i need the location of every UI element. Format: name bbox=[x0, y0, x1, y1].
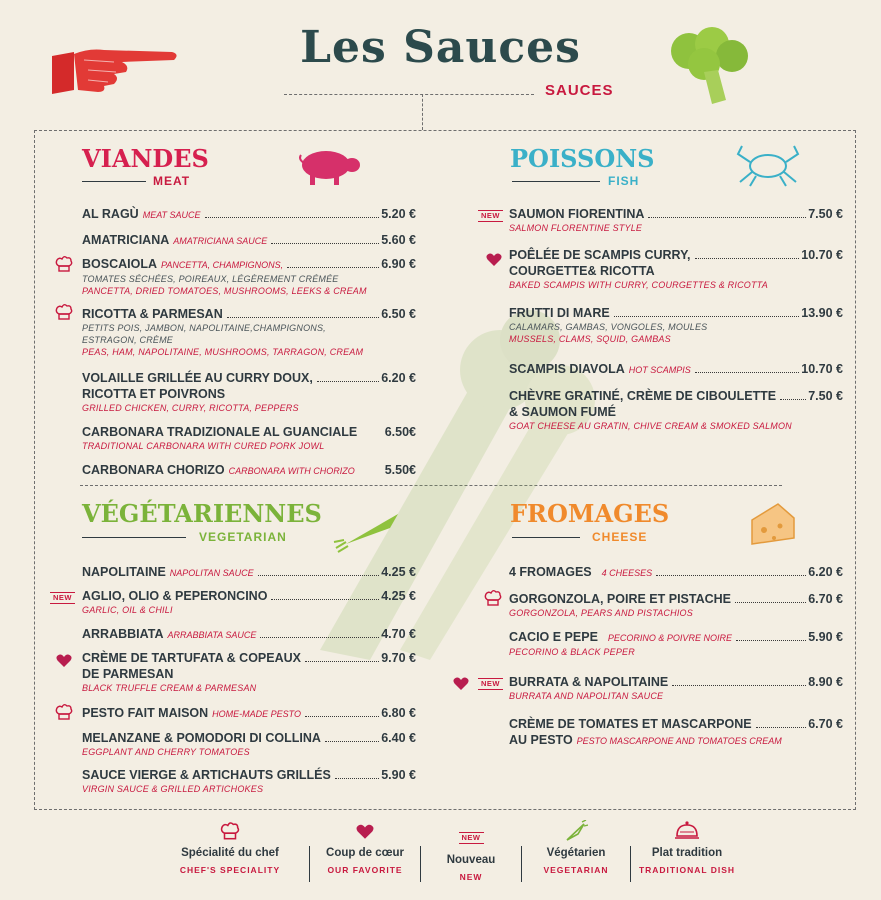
menu-item: RICOTTA & PARMESAN 6.50 € PETITS POIS, JAMBON, NAPOLITAINE,CHAMPIGNONS, ESTRAGON, CRÈME PEAS, HAM, NAPOLITAINE, MUSHROOMS, TARRAGON, CREAM bbox=[82, 307, 416, 357]
new-badge: NEW bbox=[50, 592, 75, 604]
new-badge: NEW bbox=[478, 210, 503, 222]
menu-item: CHÈVRE GRATINÉ, CRÈME DE CIBOULETTE 7.50 € & SAUMON FUMÉ GOAT CHEESE AU GRATIN, CHIVE CREAM & SMOKED SALMON bbox=[509, 389, 843, 431]
heart-icon bbox=[56, 654, 72, 668]
heart-icon bbox=[356, 824, 374, 840]
section-title-poissons: POISSONS bbox=[510, 144, 655, 173]
menu-item: BURRATA & NAPOLITAINE 8.90 € BURRATA AND NAPOLITAN SAUCE bbox=[509, 675, 843, 701]
legend-new: NEW Nouveau NEW bbox=[446, 833, 496, 882]
menu-item: SAUMON FIORENTINA 7.50 € SALMON FLORENTINE STYLE bbox=[509, 207, 843, 233]
heart-icon bbox=[453, 677, 469, 691]
menu-item: SAUCE VIERGE & ARTICHAUTS GRILLÉS 5.90 € VIRGIN SAUCE & GRILLED ARTICHOKES bbox=[82, 768, 416, 794]
crab-icon bbox=[732, 140, 804, 188]
menu-item: CACIO E PEPE PECORINO & POIVRE NOIRE 5.90 € PECORINO & BLACK PEPER bbox=[509, 630, 843, 657]
chef-hat-icon bbox=[219, 820, 241, 842]
section-underline bbox=[512, 181, 600, 182]
section-subtitle-cheese: CHEESE bbox=[592, 530, 648, 544]
section-subtitle-meat: MEAT bbox=[153, 174, 191, 188]
menu-item: AMATRICIANA AMATRICIANA SAUCE 5.60 € bbox=[82, 233, 416, 247]
menu-item: PESTO FAIT MAISON HOME-MADE PESTO 6.80 € bbox=[82, 706, 416, 720]
menu-item: CARBONARA TRADIZIONALE AL GUANCIALE 6.50€ TRADITIONAL CARBONARA WITH CURED PORK JOWL bbox=[82, 425, 416, 451]
legend-separator bbox=[420, 846, 421, 882]
menu-item: AGLIO, OLIO & PEPERONCINO 4.25 € GARLIC, OIL & CHILI bbox=[82, 589, 416, 615]
section-underline bbox=[82, 537, 186, 538]
chef-hat-icon bbox=[54, 702, 74, 722]
section-underline bbox=[82, 181, 146, 182]
legend-vegetarian: Végétarien VEGETARIAN bbox=[528, 820, 624, 875]
cloche-icon bbox=[674, 820, 700, 842]
menu-item: AL RAGÙ MEAT SAUCE 5.20 € bbox=[82, 207, 416, 221]
section-title-vegetariennes: VÉGÉTARIENNES bbox=[82, 499, 322, 528]
section-title-fromages: FROMAGES bbox=[510, 499, 670, 528]
menu-item: CRÈME DE TOMATES ET MASCARPONE 6.70 € AU PESTO PESTO MASCARPONE AND TOMATOES CREAM bbox=[509, 717, 843, 747]
carrot-icon bbox=[564, 820, 588, 842]
menu-item: CRÈME DE TARTUFATA & COPEAUX 9.70 € DE PARMESAN BLACK TRUFFLE CREAM & PARMESAN bbox=[82, 651, 416, 693]
legend-chef-speciality: Spécialité du chef CHEF'S SPECIALITY bbox=[170, 820, 290, 875]
section-subtitle-fish: FISH bbox=[608, 174, 640, 188]
legend-separator bbox=[521, 846, 522, 882]
section-subtitle-vegetarian: VEGETARIAN bbox=[199, 530, 287, 544]
menu-item: CARBONARA CHORIZO CARBONARA WITH CHORIZO 5.50€ bbox=[82, 463, 416, 477]
page-title: Les Sauces bbox=[300, 22, 581, 73]
menu-item: FRUTTI DI MARE 13.90 € CALAMARS, GAMBAS, VONGOLES, MOULES MUSSELS, CLAMS, SQUID, GAMBAS bbox=[509, 306, 843, 344]
section-underline bbox=[512, 537, 580, 538]
legend-separator bbox=[630, 846, 631, 882]
new-badge-icon: NEW bbox=[459, 832, 484, 844]
cheese-icon bbox=[748, 498, 798, 548]
menu-item: MELANZANE & POMODORI DI COLLINA 6.40 € EGGPLANT AND CHERRY TOMATOES bbox=[82, 731, 416, 757]
menu-item: NAPOLITAINE NAPOLITAN SAUCE 4.25 € bbox=[82, 565, 416, 579]
menu-item: GORGONZOLA, POIRE ET PISTACHE 6.70 € GORGONZOLA, PEARS AND PISTACHIOS bbox=[509, 592, 843, 618]
menu-item: BOSCAIOLA PANCETTA, CHAMPIGNONS, 6.90 € TOMATES SÉCHÉES, POIREAUX, LÉGÈREMENT CRÉMÉE PANCETTA, DRIED TOMATOES, MUSHROOMS, LEEKS & CREAM bbox=[82, 257, 416, 296]
pig-icon bbox=[296, 143, 362, 187]
header-connector bbox=[422, 94, 423, 130]
chef-hat-icon bbox=[483, 588, 503, 608]
legend-favorite: Coup de cœur OUR FAVORITE bbox=[310, 824, 420, 875]
menu-item: VOLAILLE GRILLÉE AU CURRY DOUX, 6.20 € RICOTTA ET POIVRONS GRILLED CHICKEN, CURRY, RICOTTA, PEPPERS bbox=[82, 371, 416, 413]
menu-item: 4 FROMAGES 4 CHEESES 6.20 € bbox=[509, 565, 843, 579]
menu-item: POÊLÉE DE SCAMPIS CURRY, 10.70 € COURGETTE& RICOTTA BAKED SCAMPIS WITH CURRY, COURGETTES & RICOTTA bbox=[509, 248, 843, 290]
new-badge: NEW bbox=[478, 678, 503, 690]
chef-hat-icon bbox=[54, 254, 74, 274]
legend-traditional: Plat tradition TRADITIONAL DISH bbox=[632, 820, 742, 875]
header-divider bbox=[284, 94, 534, 95]
section-title-viandes: VIANDES bbox=[82, 144, 209, 173]
chef-hat-icon bbox=[54, 302, 74, 322]
page-subtitle: SAUCES bbox=[545, 82, 614, 99]
menu-item: ARRABBIATA ARRABBIATA SAUCE 4.70 € bbox=[82, 627, 416, 641]
carrot-icon bbox=[332, 508, 404, 554]
menu-item: SCAMPIS DIAVOLA HOT SCAMPIS 10.70 € bbox=[509, 362, 843, 376]
heart-icon bbox=[486, 253, 502, 267]
